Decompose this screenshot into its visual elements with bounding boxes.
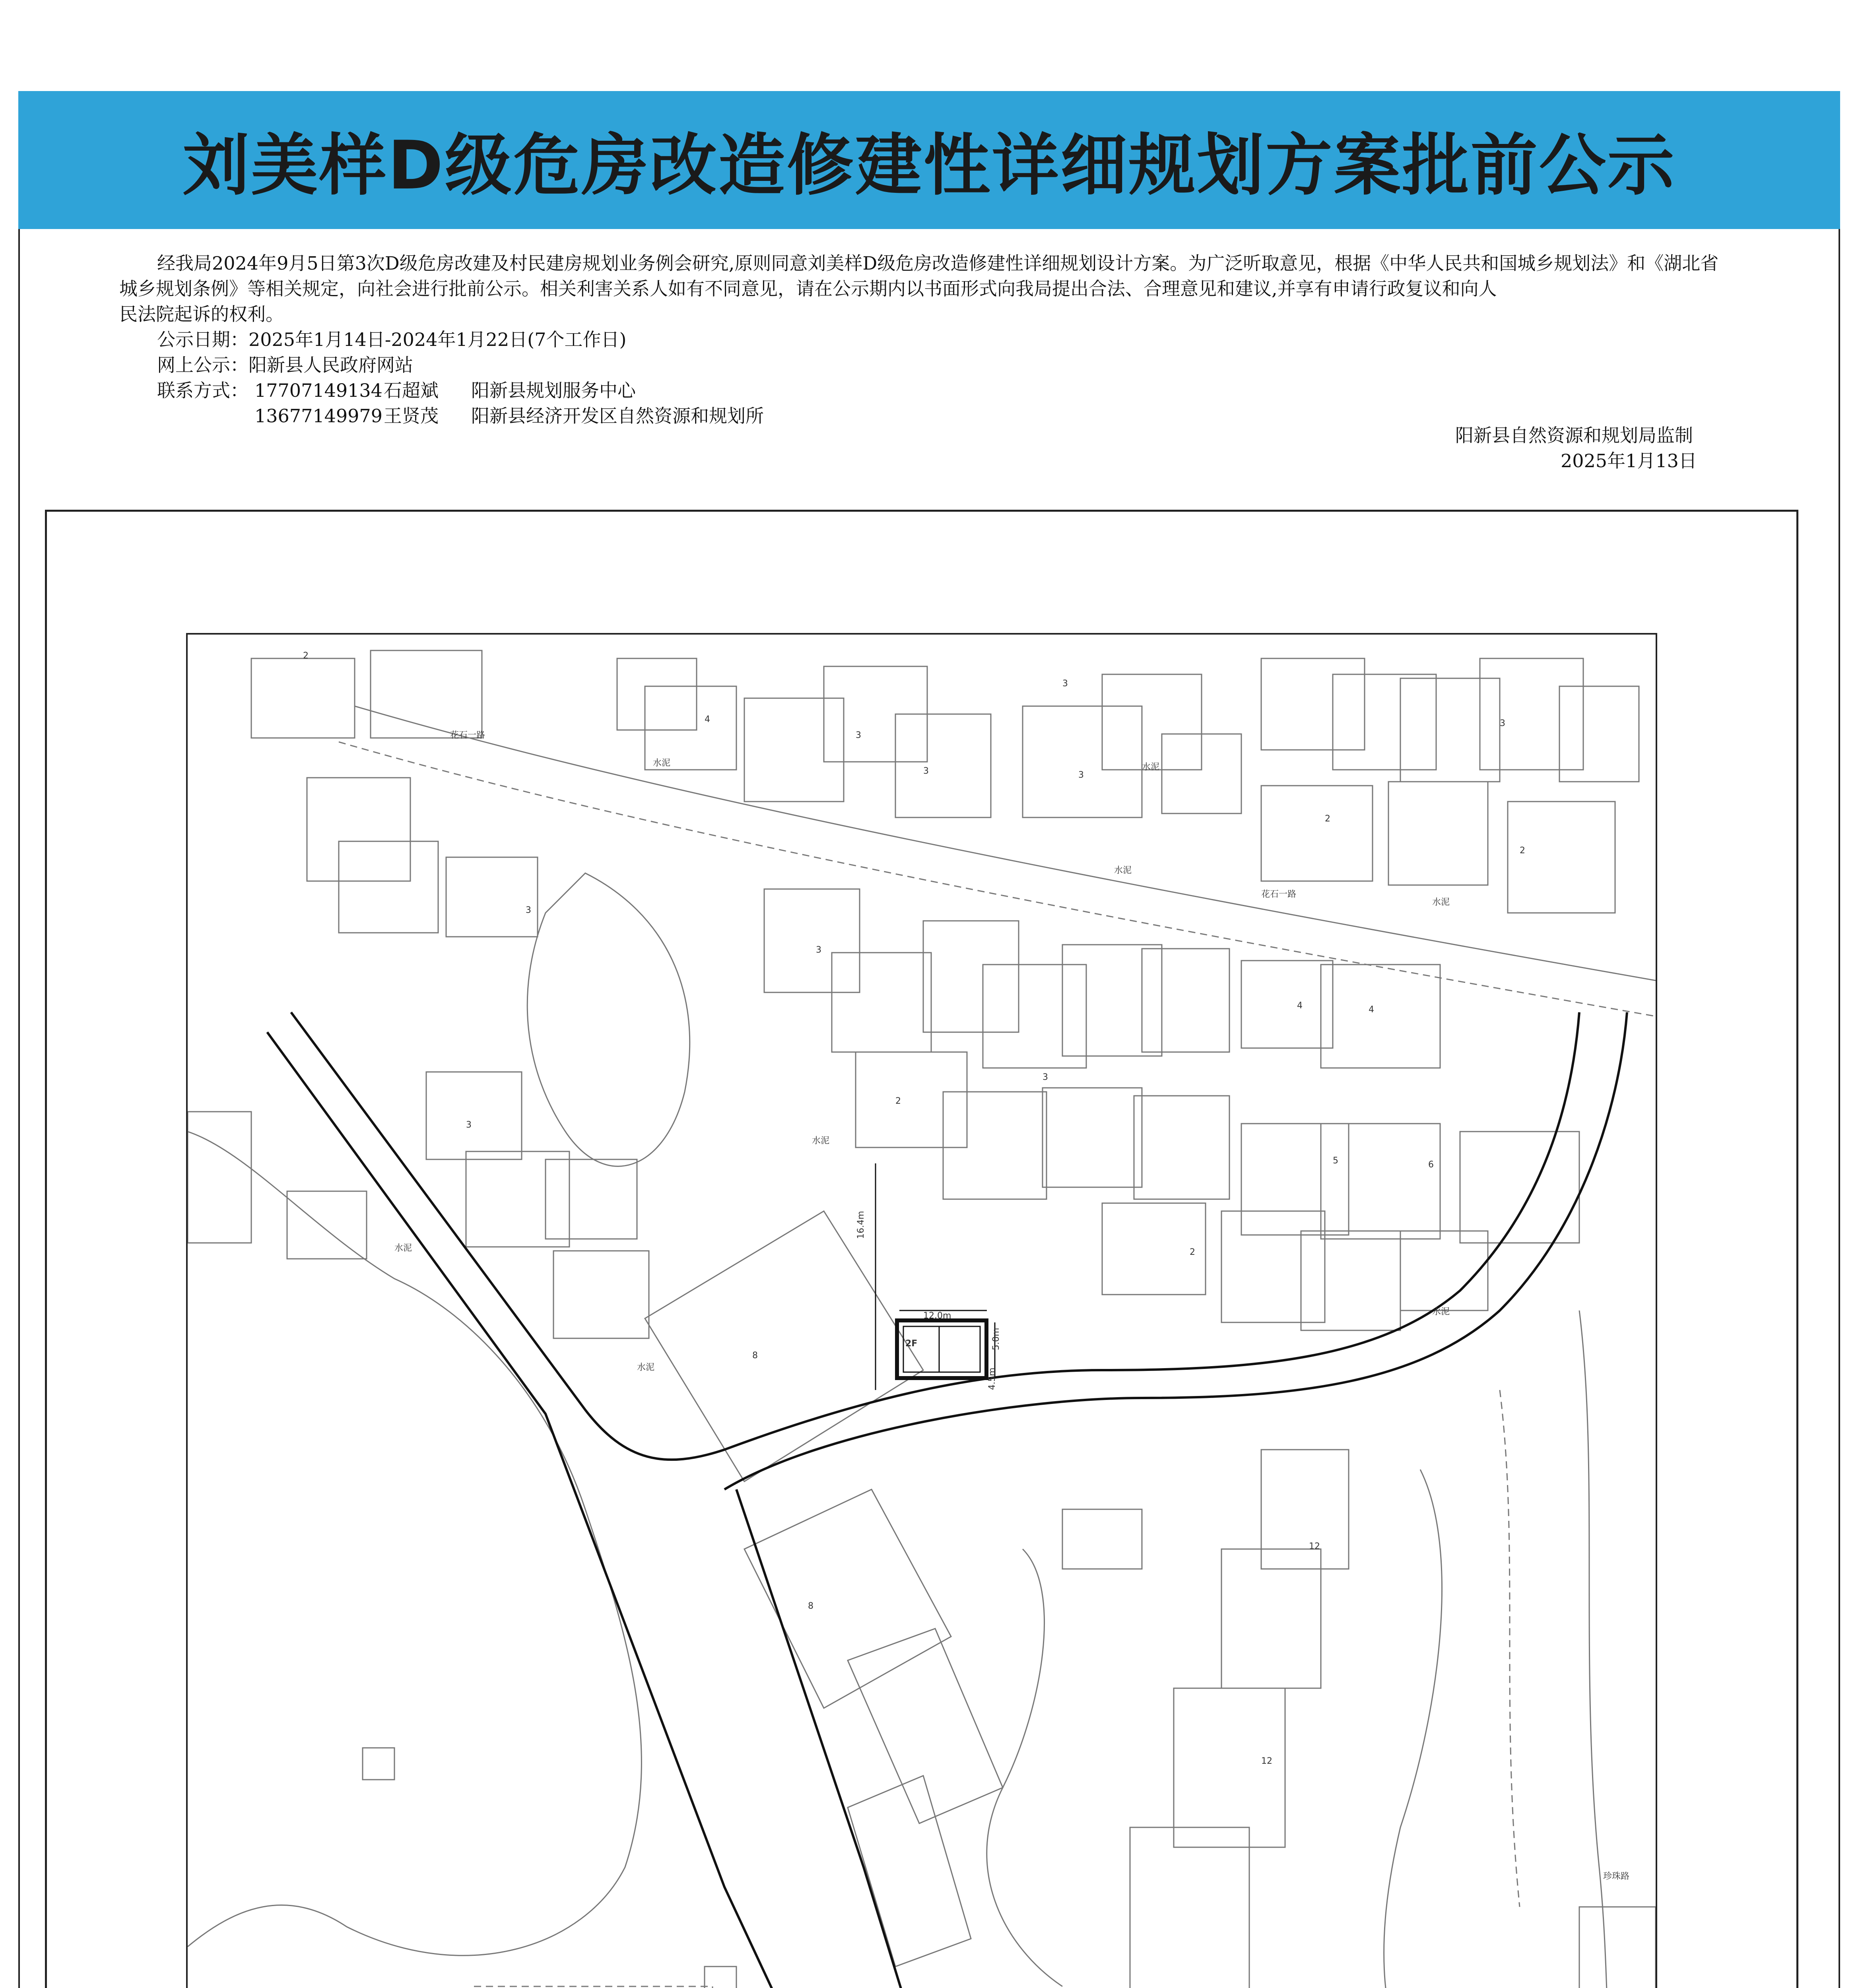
floor-label-b: 4	[705, 714, 710, 724]
contact-phone-1: 17707149134	[254, 380, 382, 401]
road-label-6: 水泥	[394, 1243, 412, 1253]
mark-road-label: 花石一路	[1261, 889, 1297, 899]
notice-line-2: 城乡规划条例》等相关规定，向社会进行批前公示。相关利害关系人如有不同意见，请在公示期内以书面形式向我局提出合法、合理意见和建议,并享有申请行政复议和向人	[119, 278, 1497, 299]
contact-name-1: 石超斌	[384, 380, 439, 401]
contact-label: 联系方式：	[157, 380, 249, 401]
floor-label-w: 2	[1190, 1247, 1195, 1257]
site-plan-map	[186, 633, 1657, 1988]
floor-label-l: 4	[1369, 1005, 1374, 1015]
floor-label-s: 12	[1309, 1541, 1320, 1551]
floor-label-g: 3	[1500, 718, 1505, 728]
contact-phone-2: 13677149979	[254, 405, 382, 427]
notice-web: 网上公示：阳新县人民政府网站	[157, 354, 413, 376]
page-title: 刘美样D级危房改造修建性详细规划方案批前公示	[183, 126, 1676, 204]
floor-label-f: 3	[1078, 770, 1084, 780]
floor-label-a: 2	[303, 651, 309, 661]
floor-label-c: 3	[856, 730, 861, 740]
floor-label-j: 3	[816, 945, 821, 955]
road-label-5: 水泥	[637, 1363, 655, 1373]
road-label-2: 水泥	[1114, 866, 1132, 876]
mark-road-label-2: 花石一路	[450, 730, 485, 740]
floor-label-d: 3	[923, 766, 929, 776]
notice-date: 公示日期：2025年1月14日-2024年1月22日(7个工作日)	[157, 329, 627, 350]
floor-label-u: 3	[526, 905, 531, 915]
dim-setback-label: 5.0m	[991, 1328, 1001, 1350]
floor-label-p: 6	[1428, 1160, 1434, 1170]
contact-name-2: 王贤茂	[384, 405, 439, 427]
dim-width-label: 12.0m	[923, 1311, 951, 1321]
planned-building	[876, 1163, 995, 1390]
dim-height-label: 16.4m	[856, 1211, 866, 1239]
floor-label-q: 8	[752, 1351, 758, 1361]
contact-org-1: 阳新县规划服务中心	[471, 380, 636, 401]
floor-label-e: 3	[1062, 679, 1068, 689]
notice-line-1: 经我局2024年9月5日第3次D级危房改建及村民建房规划业务例会研究,原则同意刘美样D级危房改造修建性详细规划设计方案。为广泛听取意见，根据《中华人民共和国城乡规划法》和《湖北省	[157, 252, 1719, 274]
issue-date: 2025年1月13日	[1561, 450, 1697, 472]
issuer: 阳新县自然资源和规划局监制	[1455, 425, 1693, 446]
floor-label-v: 3	[466, 1120, 472, 1130]
road-label-4: 水泥	[812, 1136, 830, 1146]
floor-label-k: 4	[1297, 1001, 1303, 1011]
floor-label-r: 8	[808, 1601, 814, 1611]
road-label-9: 水泥	[1142, 762, 1160, 772]
contact-org-2: 阳新县经济开发区自然资源和规划所	[471, 405, 764, 427]
road-label-7: 水泥	[1432, 1307, 1450, 1317]
floor-label-h: 2	[1520, 846, 1525, 856]
floor-label-o: 5	[1333, 1156, 1338, 1166]
plan-floor-label: 2F	[905, 1339, 918, 1349]
road-label-1: 水泥	[653, 758, 671, 768]
floor-label-n: 3	[1043, 1072, 1048, 1082]
floor-label-m: 2	[895, 1096, 901, 1106]
floor-label-i: 2	[1325, 814, 1330, 824]
reserved-label: 珍珠路	[1603, 1872, 1630, 1881]
floor-label-t: 12	[1261, 1756, 1272, 1766]
site-plan-drawing	[188, 635, 1656, 1988]
notice-line-3: 民法院起诉的权利。	[119, 303, 284, 325]
dim-setback-label-2: 4.5m	[987, 1367, 997, 1390]
road-label-3: 水泥	[1432, 897, 1450, 907]
